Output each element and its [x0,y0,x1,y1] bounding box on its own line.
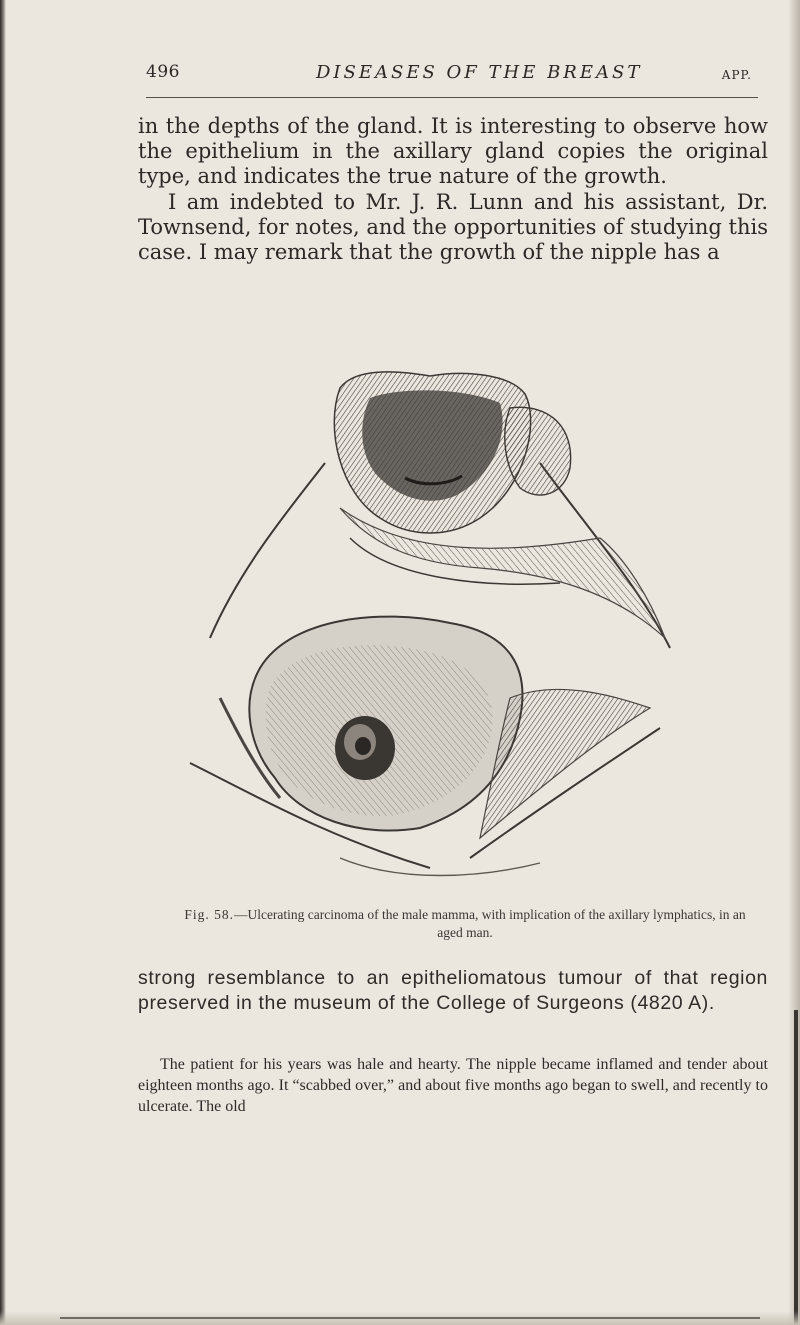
axillary-mass [505,407,571,495]
binding-shadow [0,0,6,1325]
header-rule [146,97,758,98]
paragraph-history: The patient for his years was hale and hearty. The nipple became inflamed and tender about eighteen months ago. It “scabbed over,” and about five months ago began to swell, and recently to ulcerate. The old [138,1056,768,1115]
engraving-illustration [180,368,680,888]
paragraph-resemblance: strong resemblance to an epitheliomatous tumour of that region preserved in the museum of the College of Surgeons (4820 A). [138,967,768,1014]
shoulder-left-line [210,463,325,638]
running-header [146,58,766,94]
page-number: 496 [146,62,180,82]
figure-caption-text: —Ulcerating carcinoma of the male mammа, with implication of the axillary lymphatics, in an aged man. [233,907,746,940]
page-bottom-rule [60,1317,760,1319]
running-title: DISEASES OF THE BREAST [316,62,643,83]
figure-label: Fig. 58. [184,907,234,922]
figure-caption [170,906,760,942]
paragraph-gland: in the depths of the gland. It is interesting to observe how the epithelium in the axillary gland copies the original type, and indicates the true nature of the growth. [138,114,768,188]
section-mark: APP. [721,68,752,82]
lower-shadow-line [340,858,540,876]
page-edge-mark [794,1010,798,1325]
paragraph-acknowledgement: I am indebted to Mr. J. R. Lunn and his assistant, Dr. Townsend, for notes, and the opportunities of studying this case. I may remark that the growth of the nipple has a [138,190,768,264]
ulcer-core [355,737,371,755]
figure-engraving [180,368,680,888]
